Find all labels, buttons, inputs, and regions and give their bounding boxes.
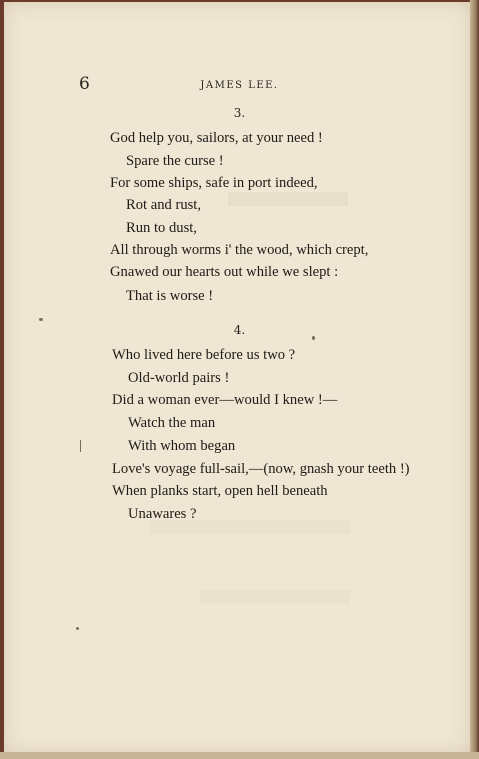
poem-line: Who lived here before us two ?: [112, 347, 296, 363]
paper-speck: [39, 318, 43, 321]
poem-line: Did a woman ever—would I knew !—: [112, 392, 338, 408]
show-through-texture: [228, 192, 348, 206]
poem-line: Watch the man: [128, 415, 216, 431]
poem-line: All through worms i' the wood, which crept,: [110, 242, 369, 258]
poem-line: God help you, sailors, at your need !: [110, 130, 323, 146]
poem-line: With whom began: [128, 438, 236, 454]
poem-line: Gnawed our hearts out while we slept :: [110, 264, 339, 280]
show-through-texture: [200, 590, 350, 604]
page-bottom-edge: [0, 752, 479, 759]
poem-line: That is worse !: [126, 288, 214, 304]
stanza-number: 3.: [233, 106, 246, 120]
poem-line: Run to dust,: [126, 220, 197, 236]
poem-line: Love's voyage full-sail,—(now, gnash your teeth !): [112, 461, 410, 477]
paper-speck: [76, 627, 79, 630]
poem-line: Unawares ?: [128, 506, 197, 522]
page-number: 6: [79, 74, 90, 94]
poem-line: Rot and rust,: [126, 197, 201, 213]
running-head: JAMES LEE.: [200, 80, 279, 91]
poem-line: Old-world pairs !: [128, 370, 230, 386]
stanza-number: 4.: [233, 323, 246, 337]
poem-line: When planks start, open hell beneath: [112, 483, 328, 499]
paper-speck: [312, 336, 315, 340]
poem-line: For some ships, safe in port indeed,: [110, 175, 318, 191]
paper-speck: [80, 440, 81, 452]
poem-line: Spare the curse !: [126, 153, 224, 169]
